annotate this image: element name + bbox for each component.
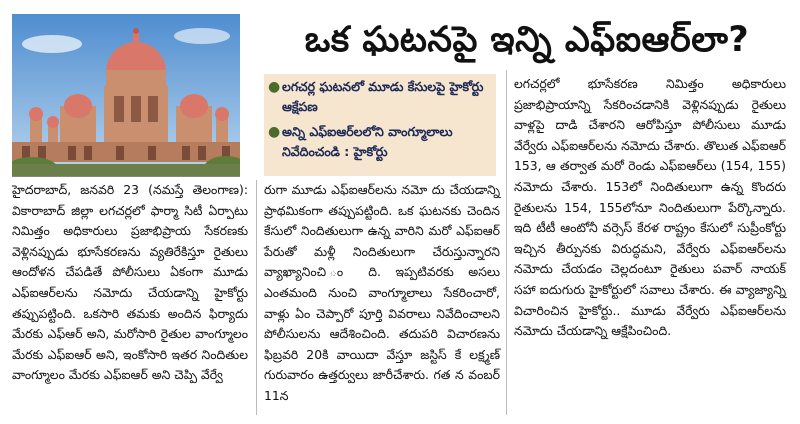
highlight-text: లగచర్ల ఘటనలో మూడు కేసులపై హైకోర్టు ఆక్షేపణ	[282, 79, 484, 114]
bullet-icon: ●	[268, 124, 281, 140]
bullet-icon: ●	[268, 79, 281, 95]
high-court-building-icon	[12, 14, 240, 176]
highlights-box	[264, 74, 496, 176]
article-column-1	[12, 180, 248, 386]
highlight-text: అన్ని ఎఫ్‌ఐఆర్‌లలోని వాంగ్మూలాలు నివేదించండి : హైకోర్టు	[282, 124, 453, 159]
highlight-item	[268, 122, 490, 162]
article-column-3	[514, 74, 786, 342]
highlight-item	[268, 77, 490, 117]
article-paragraph: లగచర్లలో భూసేకరణ నిమిత్తం అధికారులు ప్రజాభిప్రాయాన్ని సేకరించడానికి వెళ్లినప్పుడు రైతులు వాళ్లపై దాడి చేశారని ఆరోపిస్తూ పోలీసులు మూడు వేర్వేరు ఎఫ్‌ఐఆర్‌లను నమోదు చేశారు. తొలుత ఎఫ్‌ఐఆర్ 153, ఆ తర్వాత మరో రెండు ఎఫ్‌ఐఆర్‌లు (154, 155) నమోదు చేశారు. 153లో నిందితులుగా ఉన్న కొందరు రైతులను 154, 155లోనూ నిందితులుగా పేర్కొన్నారు. ఇది టీటీ ఆంటోనీ వర్సెస్ కేరళ రాష్ట్రం కేసులో సుప్రీంకోర్టు ఇచ్చిన తీర్పునకు విరుద్ధమని, వేర్వేరు ఎఫ్‌ఐఆర్‌లను నమోదు చేయడం చెల్లదంటూ రైతులు పవార్ నాయక్ సహా ఐదుగురు హైకోర్టులో సవాలు చేశారు. ఈ వ్యాజ్యాన్ని విచారించిన హైకోర్టు.. మూడు వేర్వేరు ఎఫ్‌ఐఆర్‌లను నమోదు చేయడాన్ని ఆక్షేపించింది.	[514, 76, 786, 339]
article-column-2	[264, 180, 500, 407]
column-divider	[506, 70, 507, 415]
article-paragraph: రుగా మూడు ఎఫ్‌ఐఆర్‌లను నమో దు చేయడాన్ని ప్రాథమికంగా తప్పుపట్టింది. ఒక ఘటనకు చెందిన కేసులో నిందితులుగా ఉన్న వారిని మరో ఎఫ్‌ఐఆర్ పేరుతో మళ్లీ నిందితులుగా చేరుస్తున్నారని వ్యాఖ్యానించి ం ది. ఇప్పటివరకు అసలు ఎంతమంది నుంచి వాంగ్మూలాలు సేకరించారో, వాళ్లు ఏం చెప్పారో పూర్తి వివరాలు నివేదించాలని పోలీసులను ఆదేశించింది. తదుపరి విచారణను ఫిబ్రవరి 20కి వాయిదా వేస్తూ జస్టిస్ కే లక్ష్మణ్ గురువారం ఉత్తర్వులు జారీచేశారు. గత న వంబర్ 11న	[264, 182, 500, 403]
article-headline: ఒక ఘటనపై ఇన్ని ఎఫ్‌ఐఆర్‌లా?	[304, 20, 750, 60]
column-divider	[256, 180, 257, 415]
high-court-photo	[12, 14, 240, 177]
article-paragraph: హైదరాబాద్, జనవరి 23 (నమస్తే తెలంగాణ): వికారాబాద్ జిల్లా లగచర్లలో ఫార్మా సిటీ ఏర్పాటు నిమిత్తం అధికారులు ప్రజాభిప్రాయ సేకరణకు వెళ్లినప్పుడు భూసేకరణను వ్యతిరేకిస్తూ రైతులు ఆందోళన చేపడితే పోలీసులు ఏకంగా మూడు ఎఫ్‌ఐఆర్‌లను నమోదు చేయడాన్ని హైకోర్టు తప్పుపట్టింది. ఒకసారి తమకు అందిన ఫిర్యాదు మేరకు ఎఫ్‌ఆర్ అని, మరోసారి రైతుల వాంగ్మూలం మేరకు ఎఫ్‌ఐఆర్ అని, ఇంకోసారి ఇతర నిందితుల వాంగ్మూలం మేరకు ఎఫ్‌ఐఆర్ అని చెప్పి వేర్వే	[12, 182, 248, 383]
